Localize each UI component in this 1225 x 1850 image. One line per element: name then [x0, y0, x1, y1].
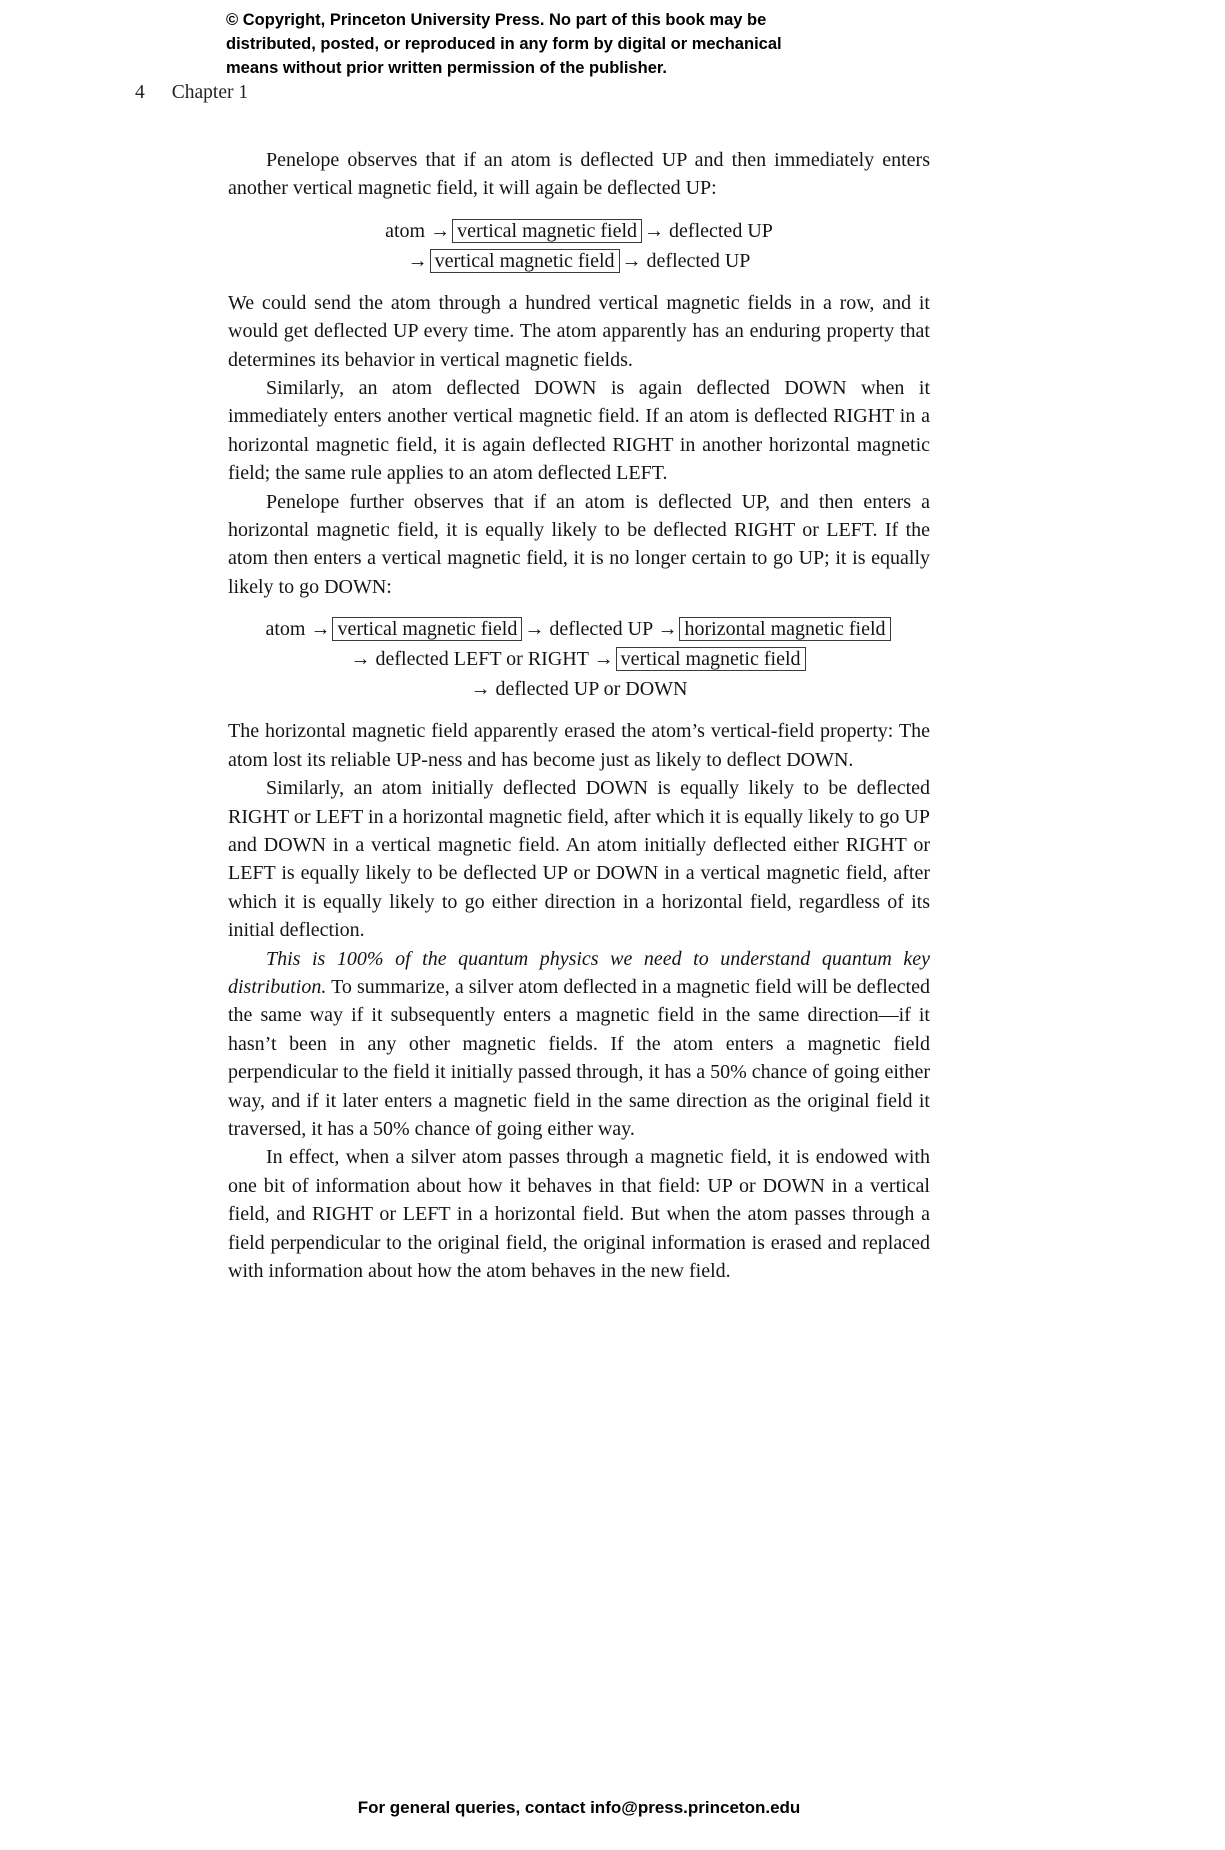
page-number: 4	[135, 82, 145, 103]
footer-queries-line: For general queries, contact info@press.princeton.edu	[357, 1798, 801, 1817]
boxed-term: horizontal magnetic field	[679, 617, 890, 641]
equation-text: → deflected UP	[644, 219, 773, 242]
paragraph	[228, 289, 930, 374]
text-segment: To summarize, a silver atom deflected in a magnetic field will be deflected the same way if it subsequently enters a magnetic field in the same direction—if it hasn’t been in any other magnetic fields. If the atom enters a magnetic field perpendicular to the field it initially passed through, it has a 50% chance of going either way, and if it later enters a magnetic field in the same direction as the original field it traversed, it has a 50% chance of going either way.	[228, 975, 931, 1140]
display-equation-line	[228, 246, 930, 276]
boxed-term: vertical magnetic field	[332, 617, 522, 641]
equation-text: → deflected UP or DOWN	[470, 678, 688, 701]
equation-text: →	[407, 249, 428, 272]
boxed-term: vertical magnetic field	[452, 219, 642, 243]
display-equation-line	[228, 644, 930, 674]
paragraph	[228, 374, 930, 488]
copyright-line: © Copyright, Princeton University Press. No part of this book may be	[226, 11, 767, 29]
equation-text: → deflected UP →	[524, 618, 678, 641]
boxed-term: vertical magnetic field	[616, 647, 806, 671]
copyright-line: means without prior written permission of the publisher.	[226, 59, 667, 77]
boxed-term: vertical magnetic field	[430, 249, 620, 273]
paragraph	[228, 488, 930, 602]
display-equation-line	[228, 614, 930, 644]
equation-text: → deflected LEFT or RIGHT →	[350, 648, 614, 671]
copyright-line: distributed, posted, or reproduced in any form by digital or mechanical	[226, 35, 782, 53]
equation-text: → deflected UP	[621, 249, 751, 272]
text-segment: We could send the atom through a hundred vertical magnetic fields in a row, and it would get deflected UP every time. The atom apparently has an enduring property that determines its behavior in vertical magnetic fields.	[228, 291, 930, 371]
running-head	[135, 82, 248, 104]
text-segment: Penelope further observes that if an atom is deflected UP, and then enters a horizontal magnetic field, it is equally likely to be deflected RIGHT or LEFT. If the atom then enters a vertical magnetic field, it is no longer certain to go UP; it is equally likely to go DOWN:	[228, 490, 930, 598]
text-segment: Similarly, an atom initially deflected DOWN is equally likely to be deflected RIGHT or LEFT in a horizontal magnetic field, after which it is equally likely to go UP and DOWN in a vertical magnetic field. An atom initially deflected either RIGHT or LEFT is equally likely to be deflected UP or DOWN in a vertical magnetic field, after which it is equally likely to go either direction in a horizontal field, regardless of its initial deflection.	[228, 777, 930, 942]
paragraph	[228, 1143, 930, 1285]
text-segment: Similarly, an atom deflected DOWN is again deflected DOWN when it immediately enters another vertical magnetic field. If an atom is deflected RIGHT in a horizontal magnetic field, it is again deflected RIGHT in another horizontal magnetic field; the same rule applies to an atom deflected LEFT.	[228, 377, 930, 485]
italic-text-segment: This is 100% of the quantum physics we need to understand quantum key distribution.	[228, 947, 930, 998]
display-equation	[228, 216, 930, 276]
display-equation-line	[228, 674, 930, 704]
display-equation-line	[228, 216, 930, 246]
text-segment: The horizontal magnetic field apparently erased the atom’s vertical-field property: The atom lost its reliable UP-ness and has become just as likely to deflect DOWN.	[228, 720, 930, 771]
copyright-notice	[226, 8, 782, 80]
display-equation	[228, 614, 930, 704]
chapter-title: Chapter 1	[171, 82, 249, 103]
equation-text: atom →	[265, 618, 331, 641]
paragraph	[228, 774, 930, 944]
paragraph	[228, 717, 930, 774]
text-segment: Penelope observes that if an atom is deflected UP and then immediately enters another vertical magnetic field, it will again be deflected UP:	[228, 149, 930, 200]
paragraph	[228, 945, 930, 1144]
equation-text: atom →	[385, 219, 451, 242]
body-text	[228, 146, 930, 1285]
paragraph	[228, 146, 930, 203]
text-segment: In effect, when a silver atom passes through a magnetic field, it is endowed with one bit of information about how it behaves in that field: UP or DOWN in a vertical field, and RIGHT or LEFT in a horizontal field. But when the atom passes through a field perpendicular to the original field, the original information is erased and replaced with information about how the atom behaves in the new field.	[228, 1146, 930, 1282]
